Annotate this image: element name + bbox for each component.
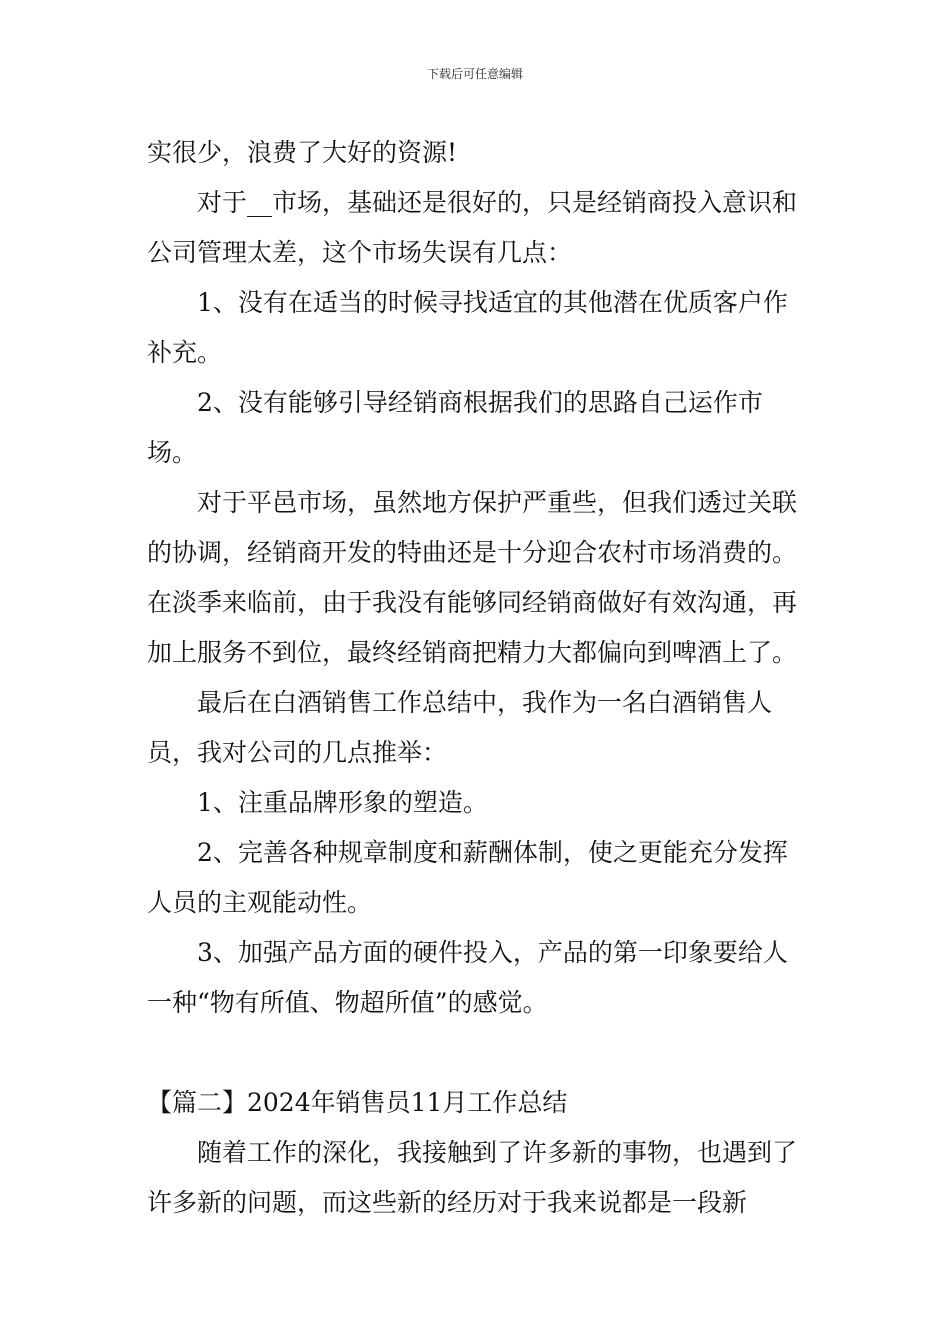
list-item-suggestion-3: 3、加强产品方面的硬件投入，产品的第一印象要给人一种“物有所值、物超所值”的感觉。 — [147, 938, 788, 1017]
paragraph-section-intro: 随着工作的深化，我接触到了许多新的事物，也遇到了许多新的问题，而这些新的经历对于我来说都是一段新 — [147, 1138, 798, 1217]
paragraph-market-intro: 对于__市场，基础还是很好的，只是经销商投入意识和公司管理太差，这个市场失误有几点： — [147, 188, 798, 267]
section-title: 【篇二】2024年销售员11月工作总结 — [147, 1088, 568, 1117]
list-item-mistake-2: 2、没有能够引导经销商根据我们的思路自己运作市场。 — [147, 388, 763, 467]
page-header: 下载后可任意编辑 — [426, 67, 523, 81]
paragraph-continuation: 实很少，浪费了大好的资源! — [147, 138, 458, 167]
list-item-mistake-1: 1、没有在适当的时候寻找适宜的其他潜在优质客户作补充。 — [147, 288, 788, 367]
paragraph-suggestions-intro: 最后在白酒销售工作总结中，我作为一名白酒销售人员，我对公司的几点推举： — [147, 688, 773, 767]
paragraph-pingyi-market: 对于平邑市场，虽然地方保护严重些，但我们透过关联的协调，经销商开发的特曲还是十分迎合农村市场消费的。在淡季来临前，由于我没有能够同经销商做好有效沟通，再加上服务不到位，最终经销商把精力大都偏向到啤酒上了。 — [147, 488, 798, 667]
list-item-suggestion-2: 2、完善各种规章制度和薪酬体制，使之更能充分发挥人员的主观能动性。 — [147, 838, 788, 917]
document-body — [147, 128, 807, 1228]
list-item-suggestion-1: 1、注重品牌形象的塑造。 — [197, 788, 488, 817]
